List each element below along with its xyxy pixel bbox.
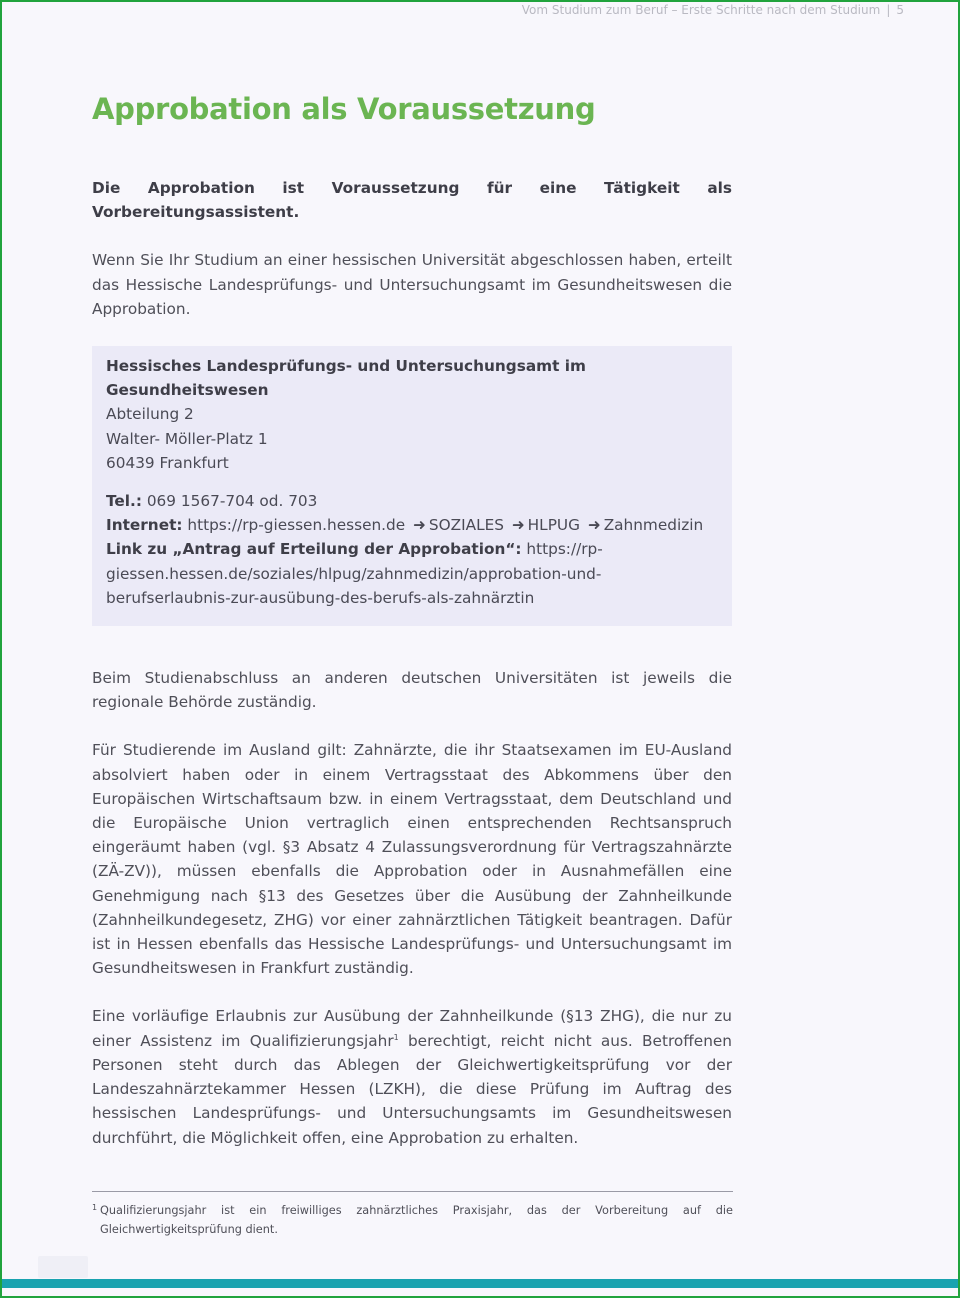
internet-label: Internet: <box>106 516 183 535</box>
contact-city: 60439 Frankfurt <box>106 453 229 472</box>
provisional-text-end: berechtigt, reicht nicht aus. Betroffenen Personen steht durch das Ablegen der Gleichwertigkeitsprüfung vor der Landeszahnärztekammer Hessen (LZKH), die diese Prüfung im Auftrag des hessischen Landesprüfungs- und Untersuchungsamts im Gesundheitswesen durchführt, die Möglichkeit offen, eine Approbation zu erhalten. <box>92 1031 733 1147</box>
application-link-url[interactable]: https://rp-giessen.hessen.de/soziales/hlpug/zahnmedizin/approbation-und-berufserlaubnis-zur-ausübung-des-berufs-als-zahnärztin <box>106 540 603 607</box>
nav-path-soziales: SOZIALES <box>428 516 504 535</box>
contact-phone <box>106 489 718 513</box>
nav-path-zahnmedizin: Zahnmedizin <box>603 516 704 535</box>
phone-label: Tel.: <box>106 492 142 511</box>
running-title: Vom Studium zum Beruf – Erste Schritte nach dem Studium <box>521 3 881 17</box>
footnote-reference[interactable]: 1 <box>393 1032 399 1042</box>
application-link-label: Link zu „Antrag auf Erteilung der Approbation“: <box>106 540 522 559</box>
footnote-text: Qualifizierungsjahr ist ein freiwilliges zahnärztliches Praxisjahr, das der Vorbereitung auf die Gleichwertigkeitsprüfung dient. <box>100 1204 733 1236</box>
contact-spacer <box>106 475 718 489</box>
arrow-right-icon: ➜ <box>587 516 601 535</box>
abroad-paragraph: Für Studierende im Ausland gilt: Zahnärzte, die ihr Staatsexamen im EU-Ausland absolviert haben oder in einem Vertragsstaat des Abkommens über den Europäischen Wirtschaftsaum bzw. in einem Vertragsstaat, dem Deutschland und die Europäische Union vertraglich einen entsprechenden Rechtsanspruch eingeräumt haben (vgl. §3 Absatz 4 Zulassungsverordnung für Vertragszahnärzte (ZÄ-ZV)), müssen ebenfalls die Approbation oder in Ausnahmefällen eine Genehmigung nach §13 des Gesetzes über die Ausübung der Zahnheilkunde (Zahnheilkundegesetz, ZHG) vor einer zahnärztlichen Tätigkeit beantragen. Dafür ist in Hessen ebenfalls das Hessische Landesprüfungs- und Untersuchungsamt im Gesundheitswesen in Frankfurt zuständig. <box>92 741 732 978</box>
footnote-divider <box>92 1191 733 1192</box>
contact-street: Walter- Möller-Platz 1 <box>106 429 268 448</box>
contact-application-link <box>106 537 718 610</box>
intro-paragraph: Wenn Sie Ihr Studium an einer hessischen Universität abgeschlossen haben, erteilt das Hessische Landesprüfungs- und Untersuchungsamt im Gesundheitswesen die Approbation. <box>92 251 732 318</box>
arrow-right-icon: ➜ <box>413 516 426 535</box>
running-head <box>522 3 904 17</box>
contact-name: Hessisches Landesprüfungs- und Untersuchungsamt im Gesundheitswesen <box>106 357 586 400</box>
contact-internet <box>106 513 718 537</box>
internet-link[interactable]: https://rp-giessen.hessen.de <box>187 516 406 535</box>
watermark-mark <box>38 1256 88 1278</box>
header-separator: | <box>886 3 891 17</box>
arrow-right-icon: ➜ <box>511 516 525 535</box>
footnote-number: 1 <box>92 1203 98 1212</box>
contact-info-box <box>92 346 732 626</box>
bottom-color-bar <box>2 1279 958 1288</box>
nav-path-hlpug: HLPUG <box>527 516 580 535</box>
footnote <box>92 1201 733 1239</box>
provisional-text-start: Eine vorläufige Erlaubnis zur Ausübung der Zahnheilkunde (§13 ZHG), die nur zu einer Assistenz im Qualifizierungsjahr <box>92 1007 732 1050</box>
page-number: 5 <box>896 3 904 17</box>
contact-department: Abteilung 2 <box>106 405 194 424</box>
main-content <box>92 176 732 1150</box>
regional-paragraph: Beim Studienabschluss an anderen deutschen Universitäten ist jeweils die regionale Behörde zuständig. <box>92 669 732 712</box>
lead-paragraph: Die Approbation ist Voraussetzung für eine Tätigkeit als Vorbereitungsassistent. <box>92 179 732 222</box>
phone-value: 069 1567-704 od. 703 <box>146 492 318 511</box>
provisional-permit-paragraph <box>92 1004 732 1149</box>
page-title: Approbation als Voraussetzung <box>92 92 596 126</box>
